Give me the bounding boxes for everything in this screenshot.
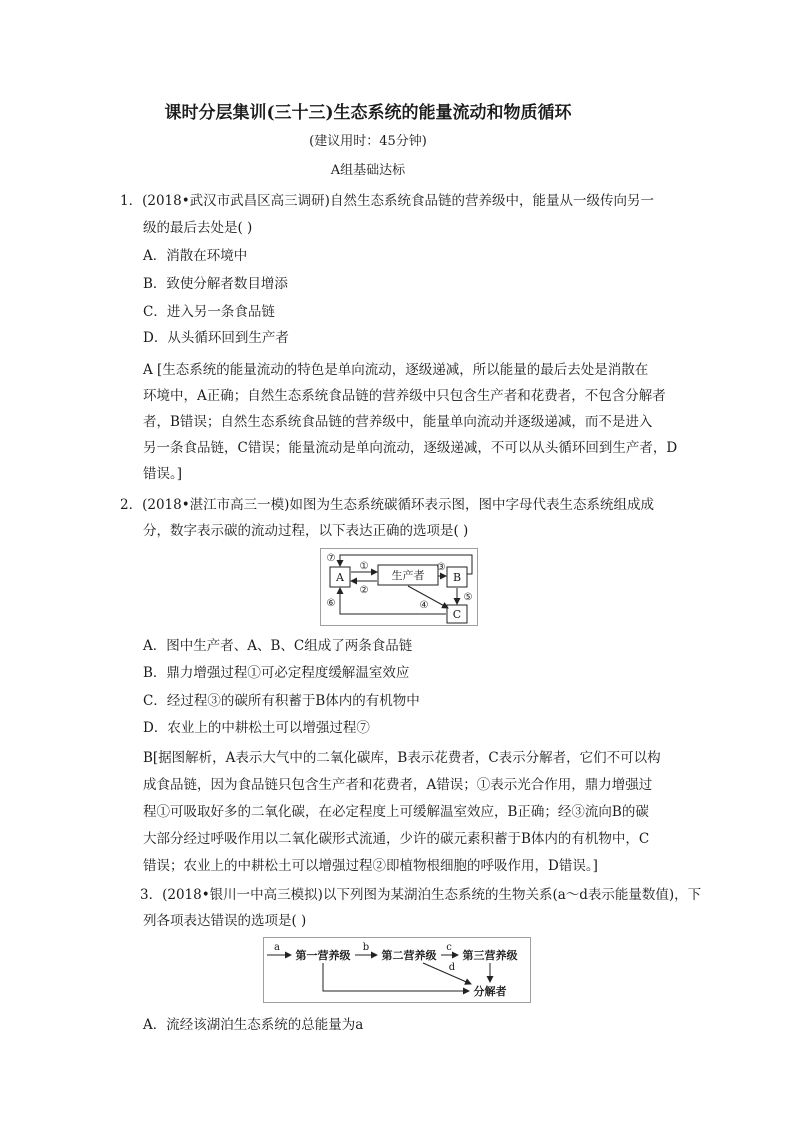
arrow-7-label: ⑦ — [326, 553, 336, 564]
arrow-1-label: ① — [359, 561, 369, 572]
energy-flow-diagram — [263, 937, 531, 1003]
level-3-label: 第三营养级 — [462, 949, 518, 962]
q3-option-a: A．流经该湖泊生态系统的总能量为a — [143, 1017, 364, 1033]
q3-stem-line-2: 列各项表达错误的选项是( ) — [143, 913, 307, 929]
label-a: a — [274, 942, 280, 953]
node-a-label: A — [336, 571, 344, 584]
node-b-label: B — [452, 571, 462, 584]
arrow-5-label: ⑤ — [463, 592, 473, 603]
q1-answer-line-4: 另一条食品链，C错误；能量流动是单向流动，逐级递减，不可以从头循环回到生产者，D — [143, 440, 678, 456]
level-2-label: 第二营养级 — [381, 949, 437, 962]
q2-answer-line-4: 大部分经过呼吸作用以二氧化碳形式流通，少许的碳元素积蓄于B体内的有机物中，C — [143, 831, 650, 847]
node-c-label: C — [452, 608, 462, 621]
q1-answer-line-5: 错误。] — [143, 466, 183, 482]
q2-answer-line-2: 成食品链，因为食品链只包含生产者和花费者，A错误；①表示光合作用，鼎力增强过 — [143, 777, 653, 793]
node-producer-label: 生产者 — [391, 569, 425, 582]
label-b: b — [362, 942, 370, 953]
q1-stem-line-1: 1．(2018•武汉市武昌区高三调研)自然生态系统食品链的营养级中，能量从一级传向另一 — [120, 193, 654, 209]
q2-option-c: C．经过程③的碳所有积蓄于B体内的有机物中 — [143, 693, 420, 709]
q1-answer-line-2: 环境中，A正确；自然生态系统食品链的营养级中只包含生产者和花费者，不包含分解者 — [143, 388, 666, 404]
arrow-2-label: ② — [359, 585, 369, 596]
q3-stem-line-1: 3．(2018•银川一中高三模拟)以下列图为某湖泊生态系统的生物关系(a～d表示能量数值)，下 — [140, 887, 702, 903]
q1-option-b: B．致使分解者数目增添 — [143, 276, 288, 292]
arrow-4-label: ④ — [419, 600, 429, 611]
time-hint: (建议用时：45分钟) — [309, 134, 427, 149]
q2-option-a: A．图中生产者、A、B、C组成了两条食品链 — [143, 638, 413, 654]
q1-option-d: D．从头循环回到生产者 — [143, 330, 289, 346]
arrow-3-label: ③ — [436, 562, 446, 573]
arrow-6-label: ⑥ — [326, 598, 336, 609]
q2-answer-line-1: B[据图解析，A表示大气中的二氧化碳库，B表示花费者，C表示分解者，它们不可以构 — [143, 750, 661, 766]
level-1-label: 第一营养级 — [295, 949, 351, 962]
q2-stem-line-1: 2．(2018•湛江市高三一模)如图为生态系统碳循环表示图，图中字母代表生态系统组成成 — [120, 497, 654, 513]
group-heading: A组基础达标 — [330, 163, 406, 178]
label-d: d — [448, 962, 456, 973]
q1-answer-line-1: A [生态系统的能量流动的特色是单向流动，逐级递减，所以能量的最后去处是消散在 — [143, 362, 649, 378]
q1-answer-line-3: 者，B错误；自然生态系统食品链的营养级中，能量单向流动并逐级递减，而不是进入 — [143, 414, 653, 430]
carbon-cycle-diagram — [320, 548, 478, 626]
q2-answer-line-5: 错误；农业上的中耕松土可以增强过程②即植物根细胞的呼吸作用，D错误。] — [143, 858, 598, 874]
q2-option-b: B．鼎力增强过程①可必定程度缓解温室效应 — [143, 665, 410, 681]
q2-option-d: D．农业上的中耕松土可以增强过程⑦ — [143, 720, 370, 736]
arrow-d — [423, 963, 471, 984]
q2-answer-line-3: 程①可吸取好多的二氧化碳，在必定程度上可缓解温室效应，B正确；经③流向B的碳 — [143, 804, 649, 820]
arrow-6 — [340, 588, 446, 614]
q1-option-c: C．进入另一条食品链 — [143, 304, 275, 320]
arrow-level-1-to-decomposer — [323, 963, 469, 991]
page-title: 课时分层集训(三十三)生态系统的能量流动和物质循环 — [164, 103, 572, 123]
label-c: c — [446, 942, 452, 953]
q1-option-a: A．消散在环境中 — [143, 248, 248, 264]
q1-stem-line-2: 级的最后去处是( ) — [143, 220, 253, 236]
decomposer-label: 分解者 — [473, 985, 507, 998]
q2-stem-line-2: 分，数字表示碳的流动过程，以下表达正确的选项是( ) — [143, 523, 469, 539]
